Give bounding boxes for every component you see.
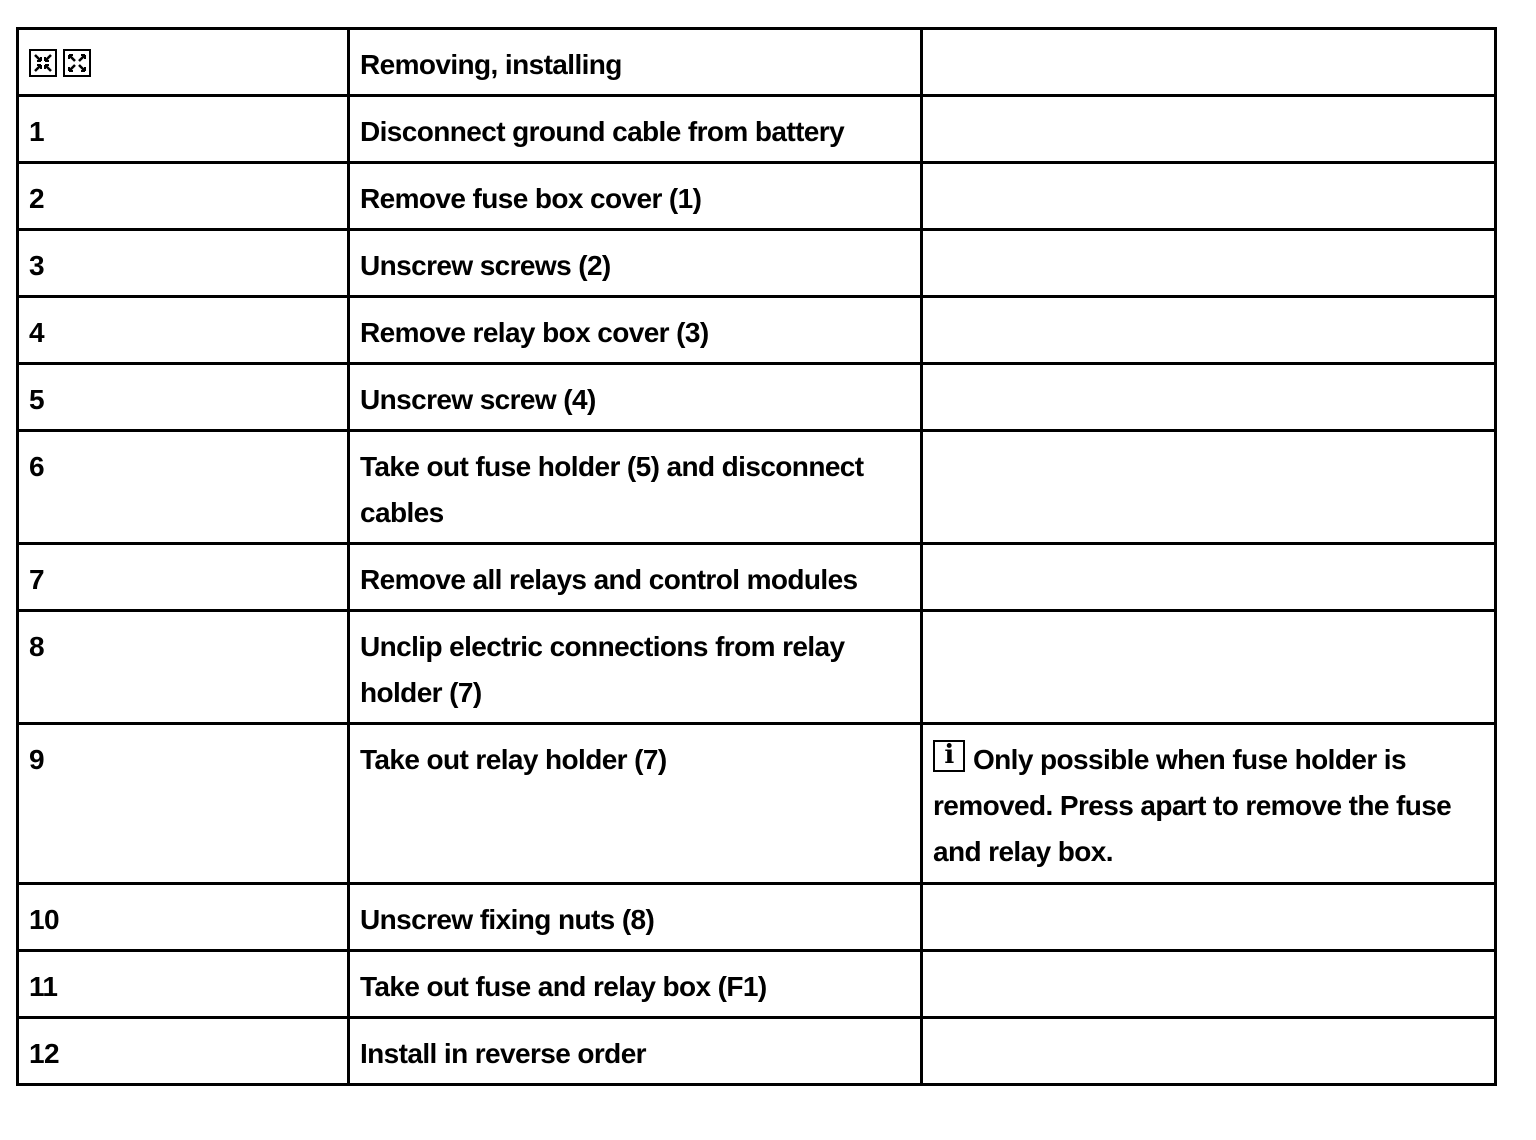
table-row: [18, 297, 1496, 364]
step-note: [922, 884, 1496, 951]
step-text: Take out relay holder (7): [349, 724, 922, 884]
step-note: [922, 544, 1496, 611]
step-text: Unscrew screws (2): [349, 230, 922, 297]
step-note: Only possible when fuse holder is removed. Press apart to remove the fuse and relay box.: [933, 744, 1452, 867]
step-text: Install in reverse order: [349, 1018, 922, 1085]
step-note-cell: [922, 724, 1496, 884]
step-note: [922, 364, 1496, 431]
step-number: 1: [18, 96, 349, 163]
removing-icon: [29, 49, 57, 77]
step-note: [922, 951, 1496, 1018]
step-note: [922, 297, 1496, 364]
step-number: 2: [18, 163, 349, 230]
table-row: [18, 611, 1496, 724]
step-text: Remove relay box cover (3): [349, 297, 922, 364]
installing-icon: [63, 49, 91, 77]
header-title: Removing, installing: [349, 29, 922, 96]
step-number: 7: [18, 544, 349, 611]
step-note: [922, 431, 1496, 544]
step-note: [922, 96, 1496, 163]
table-row: [18, 544, 1496, 611]
step-number: 4: [18, 297, 349, 364]
step-text: Take out fuse holder (5) and disconnect cables: [349, 431, 922, 544]
step-number: 9: [18, 724, 349, 884]
procedure-table: [16, 27, 1497, 1086]
table-row: [18, 724, 1496, 884]
step-number: 5: [18, 364, 349, 431]
step-text: Remove all relays and control modules: [349, 544, 922, 611]
step-number: 8: [18, 611, 349, 724]
step-text: Unscrew screw (4): [349, 364, 922, 431]
table-header-row: [18, 29, 1496, 96]
step-number: 10: [18, 884, 349, 951]
step-note: [922, 230, 1496, 297]
table-row: [18, 96, 1496, 163]
header-note-cell: [922, 29, 1496, 96]
table-row: [18, 1018, 1496, 1085]
step-number: 3: [18, 230, 349, 297]
step-text: Disconnect ground cable from battery: [349, 96, 922, 163]
table-row: [18, 431, 1496, 544]
step-note: [922, 1018, 1496, 1085]
step-text: Take out fuse and relay box (F1): [349, 951, 922, 1018]
step-number: 6: [18, 431, 349, 544]
table-row: [18, 230, 1496, 297]
step-number: 12: [18, 1018, 349, 1085]
step-text: Unclip electric connections from relay holder (7): [349, 611, 922, 724]
table-row: [18, 884, 1496, 951]
table-row: [18, 951, 1496, 1018]
header-icons-cell: [18, 29, 349, 96]
step-note: [922, 611, 1496, 724]
table-row: [18, 364, 1496, 431]
step-note: [922, 163, 1496, 230]
table-row: [18, 163, 1496, 230]
step-number: 11: [18, 951, 349, 1018]
step-text: Remove fuse box cover (1): [349, 163, 922, 230]
info-icon: i: [933, 740, 965, 772]
step-text: Unscrew fixing nuts (8): [349, 884, 922, 951]
